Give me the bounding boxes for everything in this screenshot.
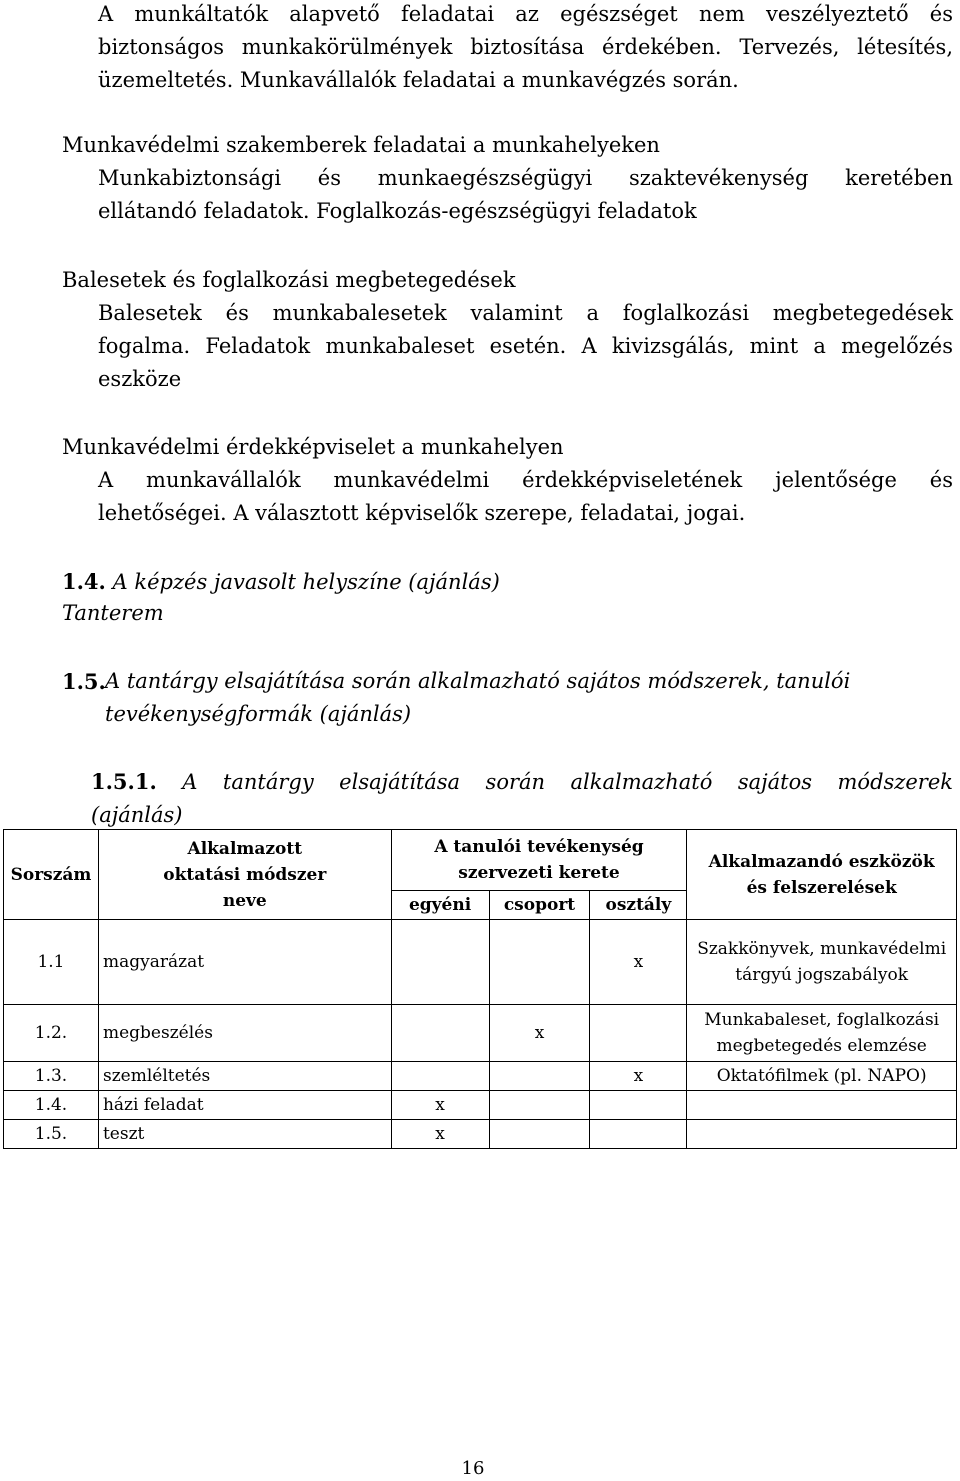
header-sorszam: Sorszám <box>4 830 99 920</box>
section-1-5-1-heading <box>91 765 953 832</box>
page-number: 16 <box>461 1458 485 1479</box>
row-individual <box>391 920 489 1005</box>
intro-line-3: üzemeltetés. Munkavállalók feladatai a munkavégzés során. <box>98 68 739 92</box>
table-row <box>4 1091 957 1120</box>
row-tools: Szakkönyvek, munkavédelmi tárgyú jogszabályok <box>687 920 957 1005</box>
row-number: 1.1 <box>4 920 99 1005</box>
row-class: x <box>590 920 687 1005</box>
topic-accidents-line-2: fogalma. Feladatok munkabaleset esetén. A kivizsgálás, mint a megelőzés <box>98 334 953 358</box>
header-class: osztály <box>590 891 687 920</box>
row-method: szemléltetés <box>98 1062 391 1091</box>
topic-accidents-line-1: Balesetek és munkabalesetek valamint a foglalkozási megbetegedések <box>98 301 953 325</box>
row-group <box>489 1120 590 1149</box>
intro-line-2: biztonságos munkakörülmények biztosítása érdekében. Tervezés, létesítés, <box>98 35 953 59</box>
section-1-4-heading <box>62 565 500 599</box>
section-1-5-1-title-line-2: (ajánlás) <box>91 803 183 827</box>
row-individual <box>391 1062 489 1091</box>
topic-representation-line-1: A munkavállalók munkavédelmi érdekképviseletének jelentősége és <box>98 468 953 492</box>
row-individual: x <box>391 1120 489 1149</box>
table-header-row <box>4 830 957 891</box>
table-row <box>4 920 957 1005</box>
row-group <box>489 920 590 1005</box>
table-row <box>4 1062 957 1091</box>
table-row <box>4 1120 957 1149</box>
header-tools: Alkalmazandó eszközök és felszerelések <box>687 830 957 920</box>
section-1-5-title-line-1: A tantárgy elsajátítása során alkalmazható sajátos módszerek, tanulói <box>105 669 851 693</box>
topic-representation-heading: Munkavédelmi érdekképviselet a munkahelyen <box>62 435 564 459</box>
row-class <box>590 1005 687 1062</box>
header-individual: egyéni <box>391 891 489 920</box>
section-1-5-title <box>105 665 953 731</box>
table-row <box>4 1005 957 1062</box>
intro-line-1: A munkáltatók alapvető feladatai az egészséget nem veszélyeztető és <box>98 2 953 26</box>
section-1-5-1-line-1 <box>91 765 953 799</box>
row-class <box>590 1120 687 1149</box>
row-number: 1.3. <box>4 1062 99 1091</box>
topic-accidents-body <box>98 297 953 396</box>
row-group: x <box>489 1005 590 1062</box>
section-1-4-title: A képzés javasolt helyszíne (ajánlás) <box>112 570 500 594</box>
row-tools: Munkabaleset, foglalkozási megbetegedés elemzése <box>687 1005 957 1062</box>
topic-accidents-heading: Balesetek és foglalkozási megbetegedések <box>62 268 516 292</box>
row-method: megbeszélés <box>98 1005 391 1062</box>
row-number: 1.4. <box>4 1091 99 1120</box>
section-1-5-1-title-line-1: A tantárgy elsajátítása során alkalmazható sajátos módszerek <box>182 770 953 794</box>
row-class: x <box>590 1062 687 1091</box>
topic-representation-line-2: lehetőségei. A választott képviselők szerepe, feladatai, jogai. <box>98 501 746 525</box>
methods-table <box>3 829 957 1149</box>
header-method: Alkalmazott oktatási módszer neve <box>98 830 391 920</box>
topic-experts-body <box>98 162 953 228</box>
intro-paragraph <box>98 0 953 97</box>
row-class <box>590 1091 687 1120</box>
row-method: házi feladat <box>98 1091 391 1120</box>
row-tools: Oktatófilmek (pl. NAPO) <box>687 1062 957 1091</box>
row-tools <box>687 1091 957 1120</box>
section-1-4-number: 1.4. <box>62 569 106 594</box>
row-group <box>489 1091 590 1120</box>
row-individual: x <box>391 1091 489 1120</box>
row-method: magyarázat <box>98 920 391 1005</box>
row-number: 1.2. <box>4 1005 99 1062</box>
row-tools <box>687 1120 957 1149</box>
row-method: teszt <box>98 1120 391 1149</box>
topic-accidents-line-3: eszköze <box>98 367 182 391</box>
row-individual <box>391 1005 489 1062</box>
header-group: csoport <box>489 891 590 920</box>
topic-experts-line-1: Munkabiztonsági és munkaegészségügyi szaktevékenység keretében <box>98 166 953 190</box>
section-1-4-value: Tanterem <box>62 601 164 625</box>
section-1-5-1-number: 1.5.1. <box>91 769 157 794</box>
section-1-5-number: 1.5. <box>62 669 106 694</box>
row-number: 1.5. <box>4 1120 99 1149</box>
topic-representation-body <box>98 464 953 530</box>
topic-experts-line-2: ellátandó feladatok. Foglalkozás-egészségügyi feladatok <box>98 199 697 223</box>
row-group <box>489 1062 590 1091</box>
topic-experts-heading: Munkavédelmi szakemberek feladatai a munkahelyeken <box>62 133 660 157</box>
header-activity: A tanulói tevékenység szervezeti kerete <box>391 830 687 891</box>
section-1-5-title-line-2: tevékenységformák (ajánlás) <box>105 702 412 726</box>
